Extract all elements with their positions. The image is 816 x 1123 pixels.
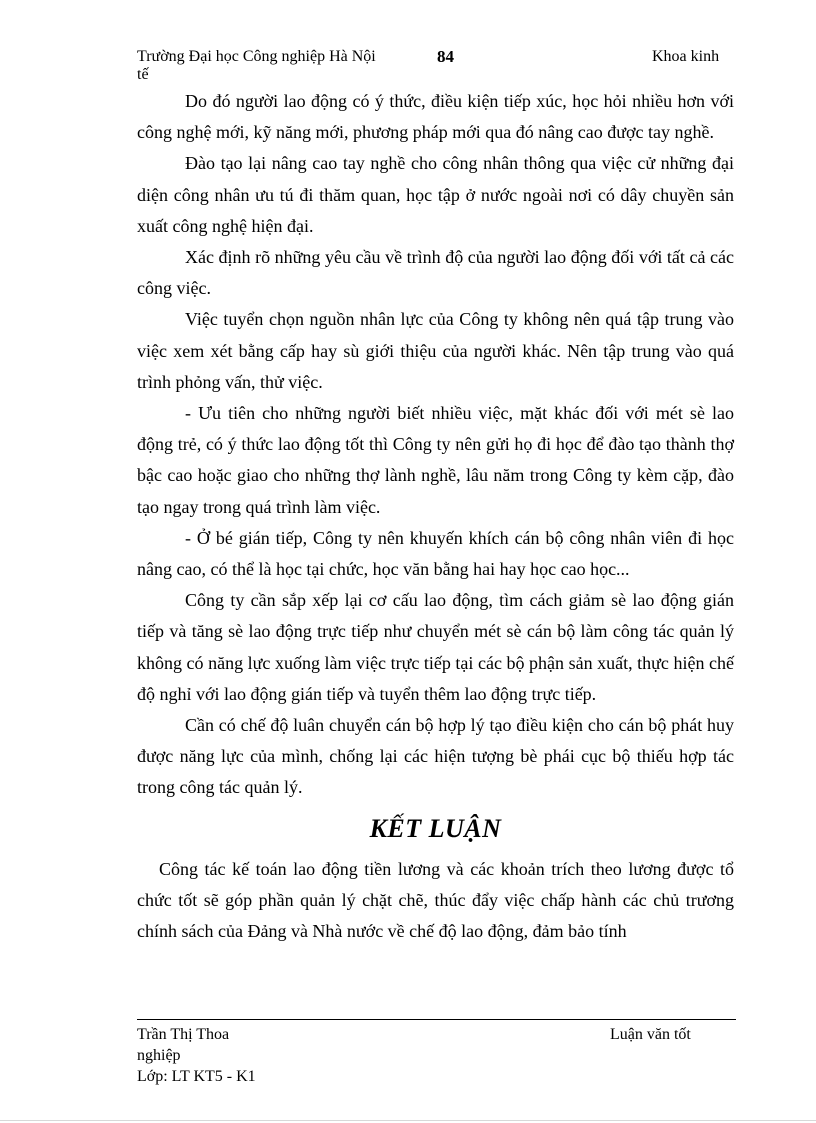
paragraph: Xác định rõ những yêu cầu về trình độ của người lao động đối với tất cả các công việc. — [137, 247, 734, 299]
footer-thesis: Luận văn tốt — [610, 1026, 691, 1043]
header-school: Trường Đại học Công nghiệp Hà Nội — [137, 48, 376, 65]
page-edge — [0, 1120, 816, 1121]
paragraph: Do đó người lao động có ý thức, điều kiện tiếp xúc, học hỏi nhiều hơn với công nghệ mới, kỹ năng mới, phương pháp mới qua đó nâng cao được tay nghề. — [137, 91, 734, 143]
footer-author: Trần Thị Thoa — [137, 1026, 230, 1043]
conclusion-paragraph: Công tác kế toán lao động tiền lương và các khoản trích theo lương được tổ chức tốt sẽ góp phần quản lý chặt chẽ, thúc đẩy việc chấp hành các chủ trương chính sách của Đảng và Nhà nước về chế độ lao động, đảm bảo tính — [137, 858, 734, 942]
page-number: 84 — [437, 47, 454, 66]
footer-class: Lớp: LT KT5 - K1 — [137, 1068, 256, 1085]
footer-thesis-cont: nghiệp — [137, 1047, 181, 1064]
paragraph: - Ở bé gián tiếp, Công ty nên khuyến khích cán bộ công nhân viên đi học nâng cao, có thể là học tại chức, học văn bằng hai hay học cao học... — [137, 527, 734, 580]
document-body — [137, 86, 734, 947]
paragraph: Công ty cần sắp xếp lại cơ cấu lao động, tìm cách giảm sè lao động gián tiếp và tăng sè lao động trực tiếp như chuyển mét sè cán bộ làm công tác quản lý không có năng lực xuống làm việc trực tiếp tại các bộ phận sản xuất, thực hiện chế độ nghỉ với lao động gián tiếp và tuyển thêm lao động trực tiếp. — [137, 590, 734, 704]
paragraph: - Ưu tiên cho những người biết nhiều việc, mặt khác đối với mét sè lao động trẻ, có ý thức lao động tốt thì Công ty nên gửi họ đi học để đào tạo thành thợ bậc cao hoặc giao cho những thợ lành nghề, lâu năm trong Công ty kèm cặp, đào tạo ngay trong quá trình làm việc. — [137, 403, 734, 517]
paragraph: Đào tạo lại nâng cao tay nghề cho công nhân thông qua việc cử những đại diện công nhân ưu tú đi thăm quan, học tập ở nước ngoài nơi có dây chuyền sản xuất công nghệ hiện đại. — [137, 153, 734, 236]
paragraph: Cần có chế độ luân chuyển cán bộ hợp lý tạo điều kiện cho cán bộ phát huy được năng lực của mình, chống lại các hiện tượng bè phái cục bộ thiếu hợp tác trong công tác quản lý. — [137, 715, 734, 798]
header-department: Khoa kinh — [652, 48, 720, 65]
conclusion-title: KẾT LUẬN — [369, 813, 502, 843]
footer-divider — [137, 1019, 736, 1020]
header-department-cont: tế — [137, 66, 149, 83]
paragraph: Việc tuyển chọn nguồn nhân lực của Công ty không nên quá tập trung vào việc xem xét bằng cấp hay sù giới thiệu của người khác. Nên tập trung vào quá trình phỏng vấn, thử việc. — [137, 309, 734, 392]
